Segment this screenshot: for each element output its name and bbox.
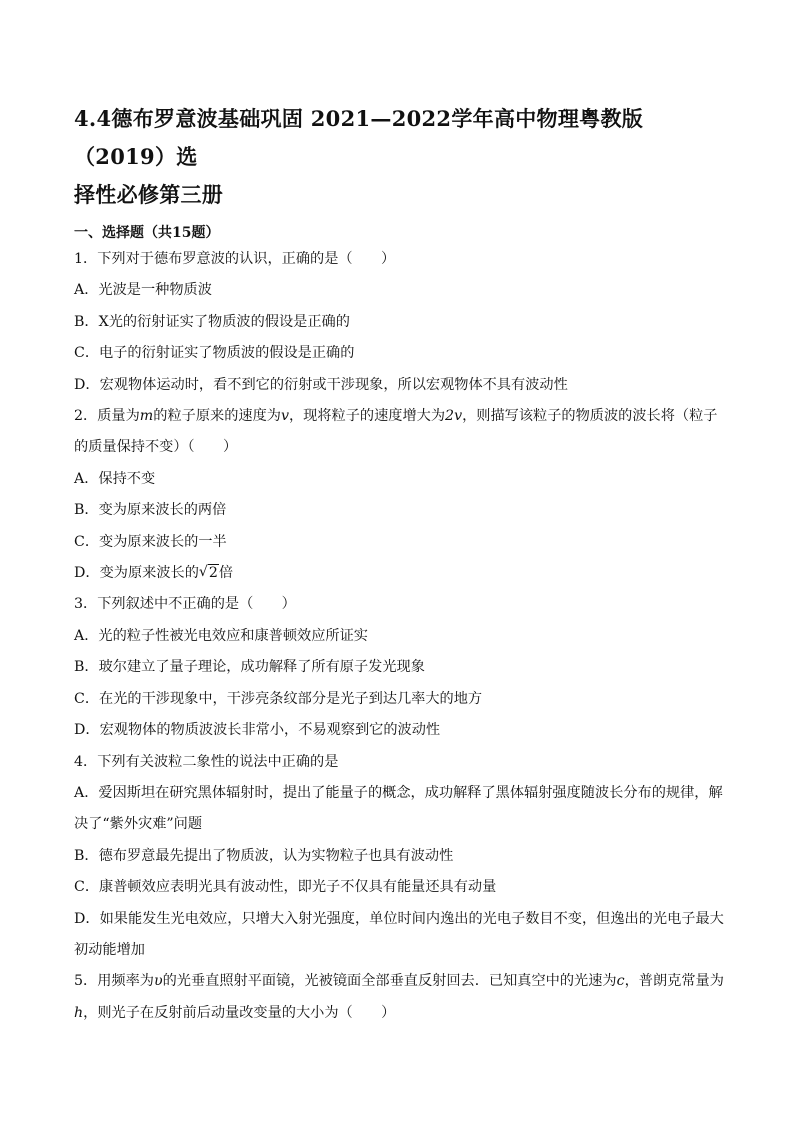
question-1-option-c: C．电子的衍射证实了物质波的假设是正确的 — [74, 345, 355, 362]
q2-text-b: 的粒子原来的速度为 — [153, 408, 281, 425]
question-2-option-d — [74, 558, 724, 589]
question-3-stem: 3．下列叙述中不正确的是（ ） — [74, 596, 296, 613]
q2-var-2v: 2v — [445, 408, 463, 425]
q2-text-a: 2．质量为 — [74, 408, 140, 425]
q5-var-nu: υ — [153, 973, 163, 990]
question-3-option-d: D．宏观物体的物质波波长非常小，不易观察到它的波动性 — [74, 722, 441, 739]
q2-d-post: 倍 — [218, 565, 234, 582]
question-3 — [74, 589, 724, 746]
question-2-option-c: C．变为原来波长的一半 — [74, 533, 227, 550]
question-4-option-c: C．康普顿效应表明光具有波动性，即光子不仅具有能量还具有动量 — [74, 879, 497, 896]
question-1-option-b: B．X光的衍射证实了物质波的假设是正确的 — [74, 313, 350, 330]
sqrt-radicand: 2 — [208, 565, 218, 582]
question-5-stem — [74, 966, 724, 997]
question-4-option-b: B．德布罗意最先提出了物质波，认为实物粒子也具有波动性 — [74, 847, 454, 864]
question-4 — [74, 747, 724, 967]
q2-var-m: m — [139, 408, 154, 425]
question-1-option-a: A．光波是一种物质波 — [74, 282, 212, 299]
question-3-option-a: A．光的粒子性被光电效应和康普顿效应所证实 — [74, 627, 368, 644]
question-1-option-d: D．宏观物体运动时，看不到它的衍射或干涉现象，所以宏观物体不具有波动性 — [74, 376, 568, 393]
q2-text-c: ，现将粒子的速度增大为 — [288, 408, 446, 425]
question-3-option-b: B．玻尔建立了量子理论，成功解释了所有原子发光现象 — [74, 659, 425, 676]
q5-text-c: ，普朗克常量为 — [624, 973, 724, 990]
question-4-option-a-line1: A．爱因斯坦在研究黑体辐射时，提出了能量子的概念，成功解释了黑体辐射强度随波长分布的规律，解 — [74, 784, 723, 801]
question-4-stem: 4．下列有关波粒二象性的说法中正确的是 — [74, 753, 339, 770]
q5-var-h: h — [74, 1004, 84, 1021]
document-title — [74, 100, 724, 214]
question-5 — [74, 966, 724, 1029]
title-line-2: 择性必修第三册 — [74, 182, 224, 207]
question-3-option-c: C．在光的干涉现象中，干涉亮条纹部分是光子到达几率大的地方 — [74, 690, 483, 707]
sqrt-symbol — [199, 558, 219, 589]
question-5-stem-cont — [74, 998, 724, 1029]
question-2-option-a: A．保持不变 — [74, 470, 156, 487]
q5-var-c: c — [616, 973, 625, 990]
q2-text-d: ，则描写该粒子的物质波的波长将（粒子 — [462, 408, 718, 425]
question-4-option-a-line2: 决了“紫外灾难”问题 — [74, 816, 203, 833]
question-4-option-d-line2: 初动能增加 — [74, 941, 145, 958]
q5-text-d: ，则光子在反射前后动量改变量的大小为（ ） — [83, 1004, 396, 1021]
q5-text-a: 5．用频率为 — [74, 973, 154, 990]
question-1-stem: 1．下列对于德布罗意波的认识，正确的是（ ） — [74, 251, 396, 267]
document-page — [74, 100, 724, 1029]
question-4-option-d-line1: D．如果能发生光电效应，只增大入射光强度，单位时间内逸出的光电子数目不变，但逸出的光电子最大 — [74, 910, 724, 927]
question-2-option-b: B．变为原来波长的两倍 — [74, 502, 227, 519]
q2-d-pre: D．变为原来波长的 — [74, 565, 199, 582]
q2-var-v: v — [280, 408, 289, 425]
q5-text-b: 的光垂直照射平面镜，光被镜面全部垂直反射回去．已知真空中的光速为 — [162, 973, 617, 990]
section-heading: 一、选择题（共15题） — [74, 225, 220, 241]
title-line-1: 4.4德布罗意波基础巩固 2021—2022学年高中物理粤教版（2019）选 — [74, 106, 644, 169]
question-2 — [74, 401, 724, 589]
question-2-stem — [74, 401, 724, 432]
question-1 — [74, 244, 724, 401]
question-2-stem-cont: 的质量保持不变）（ ） — [74, 439, 238, 456]
